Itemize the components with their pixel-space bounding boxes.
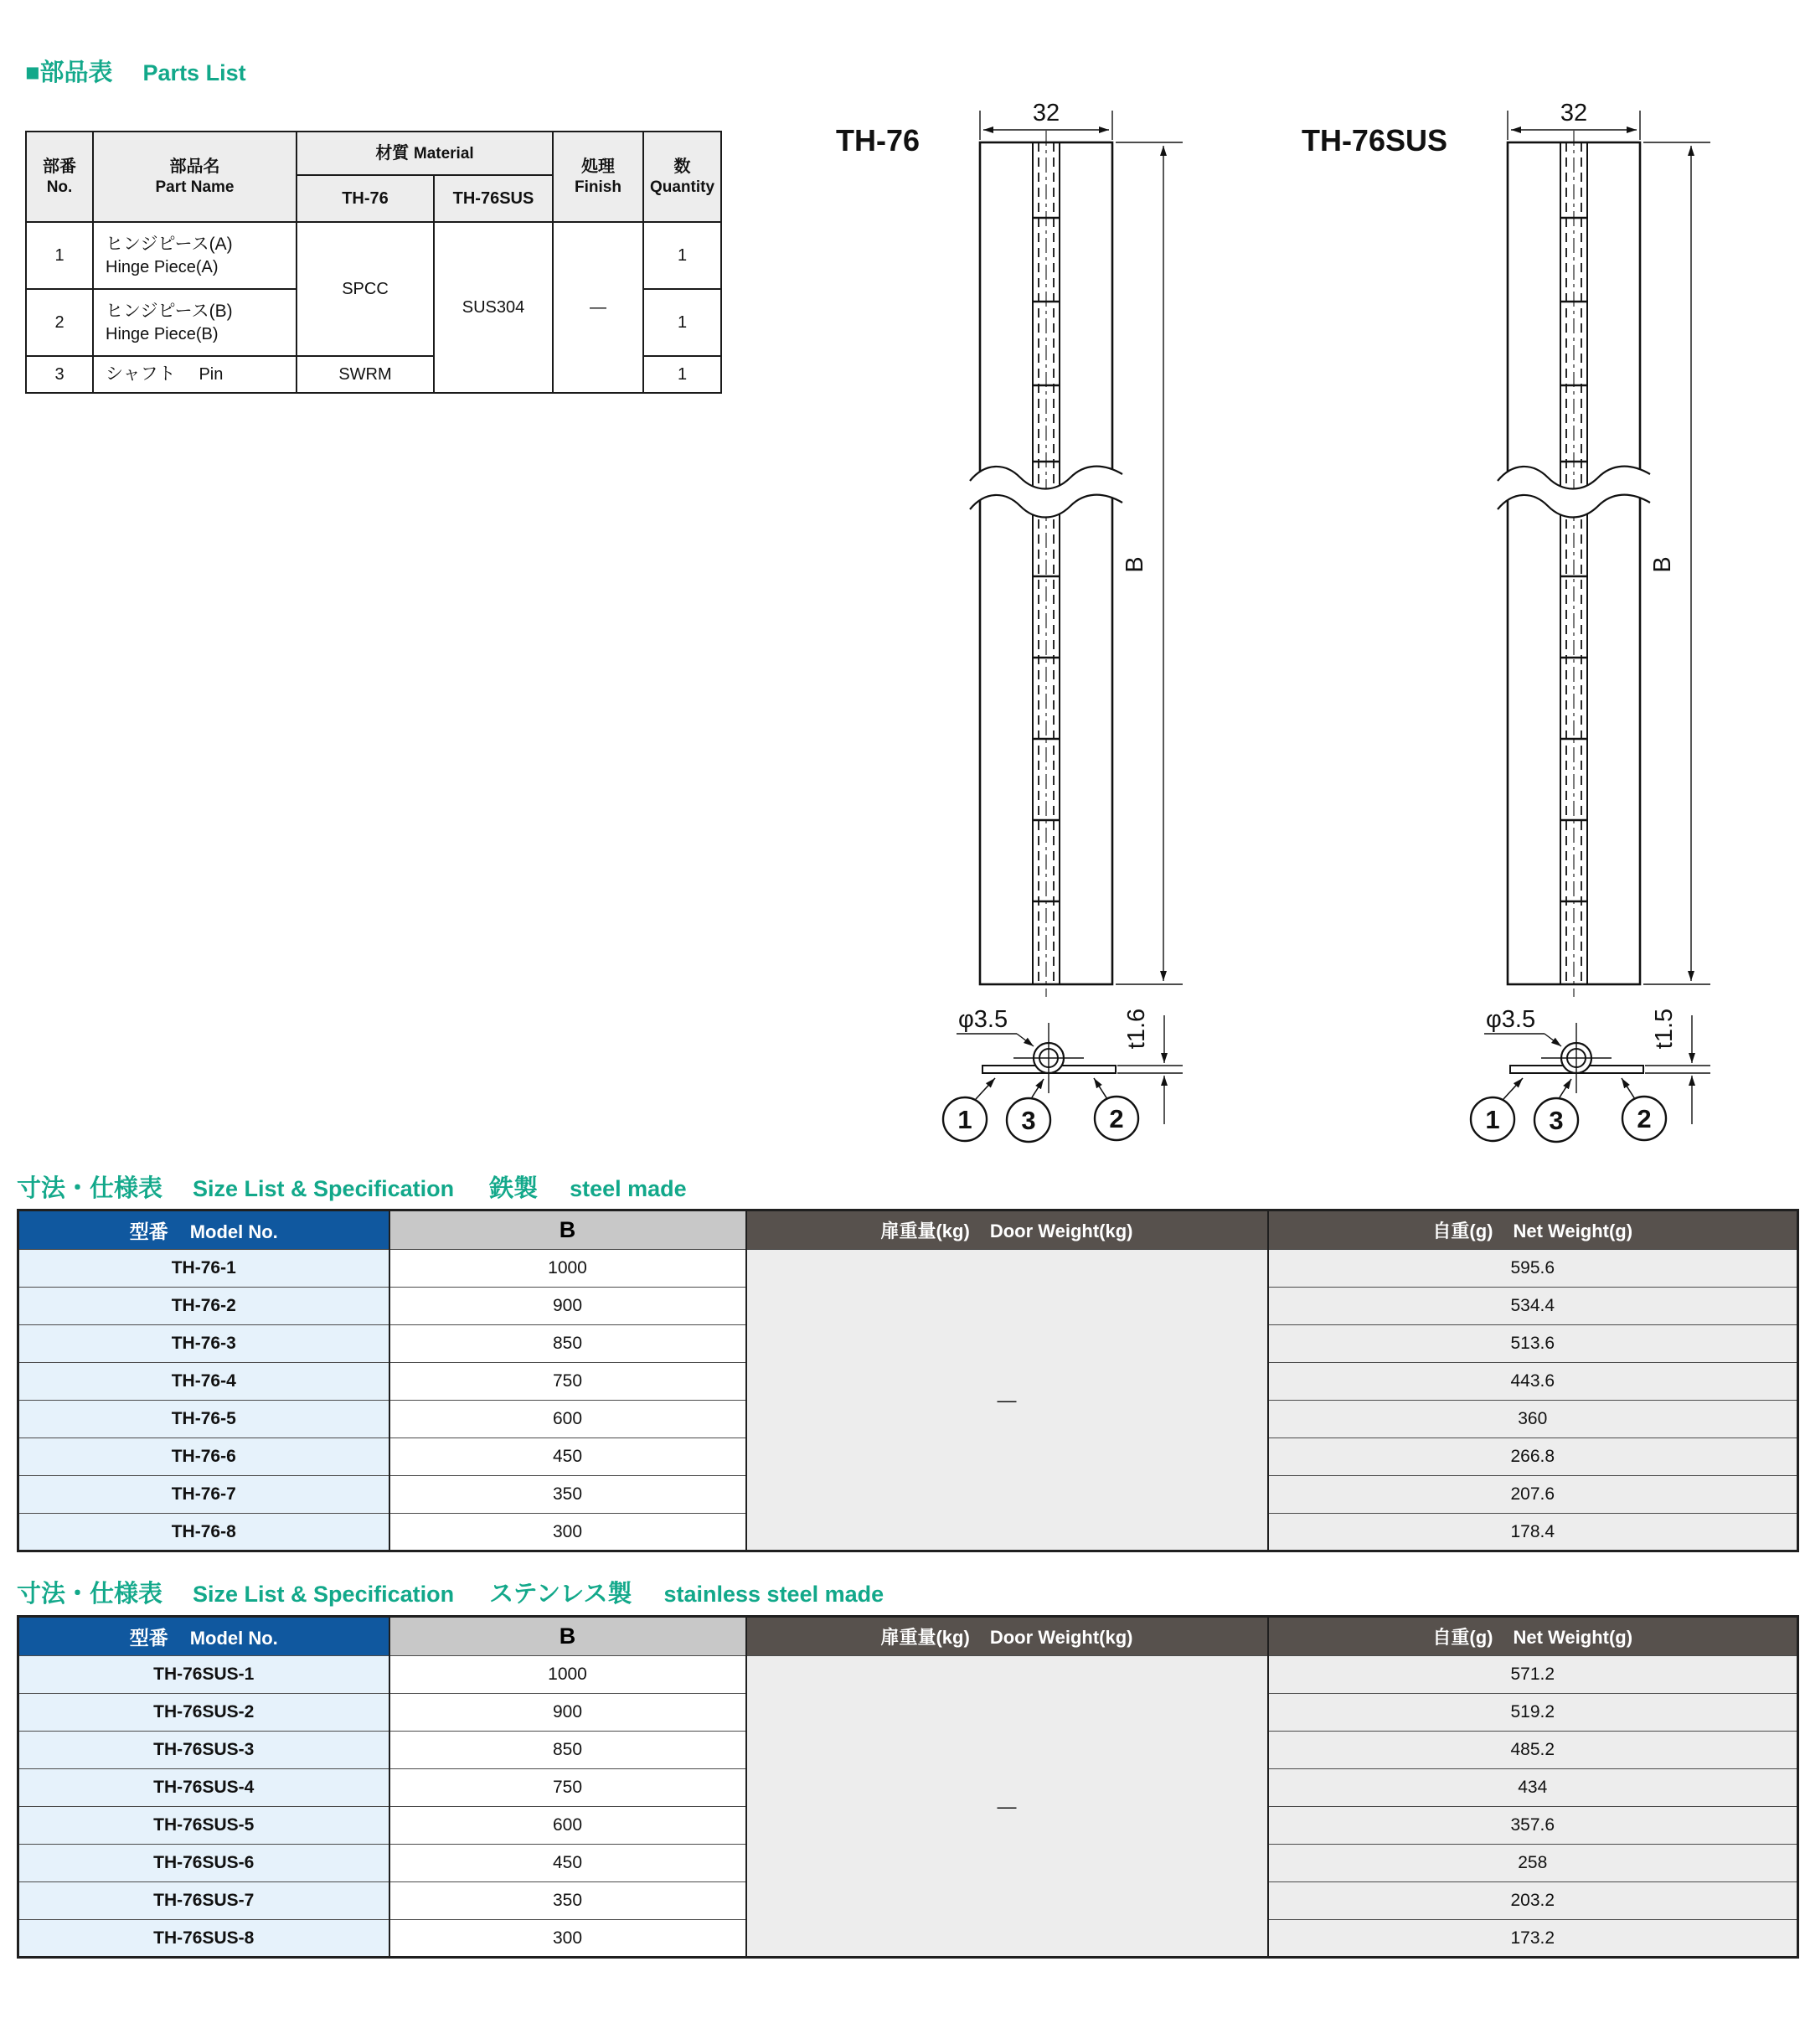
spec-table-stainless — [17, 1615, 1799, 1959]
width-dimension-label: 32 — [1560, 100, 1588, 126]
b-value: 350 — [389, 1476, 746, 1514]
model-no: TH-76-5 — [18, 1401, 389, 1438]
net-weight-value: 207.6 — [1268, 1476, 1798, 1514]
col-header-b: B — [389, 1210, 746, 1250]
part-name: シャフト Pin — [93, 356, 297, 393]
model-no: TH-76SUS-3 — [18, 1732, 389, 1769]
net-weight-value: 434 — [1268, 1769, 1798, 1807]
b-value: 600 — [389, 1807, 746, 1845]
col-header-door-weight: 扉重量(kg) Door Weight(kg) — [746, 1210, 1268, 1250]
spec-table-steel — [17, 1209, 1799, 1552]
technical-drawing-th76sus — [1301, 50, 1805, 1156]
col-header-finish: 処理 Finish — [553, 132, 643, 222]
balloon-2: 2 — [1109, 1104, 1124, 1133]
col-header-th76sus: TH-76SUS — [434, 175, 553, 222]
b-value: 350 — [389, 1882, 746, 1920]
b-value: 900 — [389, 1288, 746, 1325]
model-no: TH-76-2 — [18, 1288, 389, 1325]
col-header-quantity: 数 Quantity — [643, 132, 721, 222]
model-no: TH-76SUS-1 — [18, 1656, 389, 1694]
material-sus304: SUS304 — [434, 222, 553, 393]
finish-value: — — [553, 222, 643, 393]
b-value: 450 — [389, 1438, 746, 1476]
model-no: TH-76-3 — [18, 1325, 389, 1363]
net-weight-value: 360 — [1268, 1401, 1798, 1438]
width-dimension-label: 32 — [1032, 100, 1060, 126]
b-value: 1000 — [389, 1250, 746, 1288]
model-no: TH-76-6 — [18, 1438, 389, 1476]
net-weight-value: 178.4 — [1268, 1514, 1798, 1551]
material-swrm: SWRM — [297, 356, 434, 393]
net-weight-value: 203.2 — [1268, 1882, 1798, 1920]
material-spcc: SPCC — [297, 222, 434, 356]
balloon-1: 1 — [1485, 1105, 1500, 1134]
balloon-1: 1 — [957, 1105, 972, 1134]
parts-list-heading-en: Parts List — [142, 60, 246, 85]
model-no: TH-76-1 — [18, 1250, 389, 1288]
drawing-title: TH-76 — [835, 123, 920, 157]
model-no: TH-76SUS-5 — [18, 1807, 389, 1845]
b-value: 850 — [389, 1732, 746, 1769]
net-weight-value: 173.2 — [1268, 1920, 1798, 1958]
part-no: 3 — [26, 356, 93, 393]
length-dimension-label: B — [1649, 556, 1676, 573]
thickness-label: t1.5 — [1651, 1008, 1678, 1050]
door-weight-value: — — [746, 1656, 1268, 1958]
net-weight-value: 534.4 — [1268, 1288, 1798, 1325]
col-header-b: B — [389, 1617, 746, 1656]
col-header-part-name: 部品名 Part Name — [93, 132, 297, 222]
model-no: TH-76SUS-7 — [18, 1882, 389, 1920]
b-value: 450 — [389, 1845, 746, 1882]
net-weight-value: 571.2 — [1268, 1656, 1798, 1694]
part-no: 2 — [26, 289, 93, 356]
drawing-title: TH-76SUS — [1301, 123, 1447, 157]
parts-row-1 — [26, 222, 721, 289]
b-value: 900 — [389, 1694, 746, 1732]
parts-list-heading-ja: ■部品表 — [25, 59, 113, 86]
model-no: TH-76-4 — [18, 1363, 389, 1401]
quantity-value: 1 — [643, 356, 721, 393]
part-balloons — [943, 1078, 1138, 1142]
part-no: 1 — [26, 222, 93, 289]
technical-drawing-th76 — [804, 50, 1340, 1156]
pin-diameter-label: φ3.5 — [958, 1006, 1008, 1033]
net-weight-value: 513.6 — [1268, 1325, 1798, 1363]
col-header-model-no: 型番 Model No. — [18, 1617, 389, 1656]
part-name: ヒンジピース(B) Hinge Piece(B) — [93, 289, 297, 356]
spec-heading-steel: 寸法・仕様表 Size List & Specification 鉄製 steel made — [17, 1175, 687, 1202]
part-balloons — [1471, 1078, 1666, 1142]
pin-diameter-label: φ3.5 — [1486, 1006, 1536, 1033]
col-header-net-weight: 自重(g) Net Weight(g) — [1268, 1210, 1798, 1250]
net-weight-value: 258 — [1268, 1845, 1798, 1882]
model-no: TH-76-8 — [18, 1514, 389, 1551]
col-header-net-weight: 自重(g) Net Weight(g) — [1268, 1617, 1798, 1656]
model-no: TH-76SUS-8 — [18, 1920, 389, 1958]
spec-header-row — [18, 1617, 1798, 1656]
spec-header-row — [18, 1210, 1798, 1250]
col-header-model-no: 型番 Model No. — [18, 1210, 389, 1250]
parts-list-heading — [25, 54, 246, 88]
b-value: 750 — [389, 1769, 746, 1807]
b-value: 300 — [389, 1920, 746, 1958]
hinge-front-view — [970, 111, 1183, 997]
hinge-front-view — [1498, 111, 1710, 997]
spec-row — [18, 1656, 1798, 1694]
part-name: ヒンジピース(A) Hinge Piece(A) — [93, 222, 297, 289]
b-value: 750 — [389, 1363, 746, 1401]
balloon-2: 2 — [1637, 1104, 1652, 1133]
net-weight-value: 519.2 — [1268, 1694, 1798, 1732]
door-weight-value: — — [746, 1250, 1268, 1551]
balloon-3: 3 — [1549, 1106, 1564, 1135]
b-value: 300 — [389, 1514, 746, 1551]
quantity-value: 1 — [643, 222, 721, 289]
spec-row — [18, 1250, 1798, 1288]
b-value: 1000 — [389, 1656, 746, 1694]
col-header-th76: TH-76 — [297, 175, 434, 222]
net-weight-value: 357.6 — [1268, 1807, 1798, 1845]
balloon-3: 3 — [1021, 1106, 1036, 1135]
b-value: 850 — [389, 1325, 746, 1363]
col-header-no: 部番 No. — [26, 132, 93, 222]
quantity-value: 1 — [643, 289, 721, 356]
net-weight-value: 443.6 — [1268, 1363, 1798, 1401]
net-weight-value: 595.6 — [1268, 1250, 1798, 1288]
model-no: TH-76SUS-6 — [18, 1845, 389, 1882]
model-no: TH-76SUS-4 — [18, 1769, 389, 1807]
model-no: TH-76SUS-2 — [18, 1694, 389, 1732]
b-value: 600 — [389, 1401, 746, 1438]
parts-header-row-1 — [26, 132, 721, 175]
length-dimension-label: B — [1122, 556, 1148, 573]
col-header-door-weight: 扉重量(kg) Door Weight(kg) — [746, 1617, 1268, 1656]
spec-heading-stainless: 寸法・仕様表 Size List & Specification ステンレス製 stainless steel made — [17, 1581, 884, 1608]
net-weight-value: 485.2 — [1268, 1732, 1798, 1769]
thickness-label: t1.6 — [1123, 1008, 1150, 1050]
col-header-material: 材質 Material — [297, 132, 553, 175]
net-weight-value: 266.8 — [1268, 1438, 1798, 1476]
parts-list-table — [25, 131, 722, 394]
model-no: TH-76-7 — [18, 1476, 389, 1514]
